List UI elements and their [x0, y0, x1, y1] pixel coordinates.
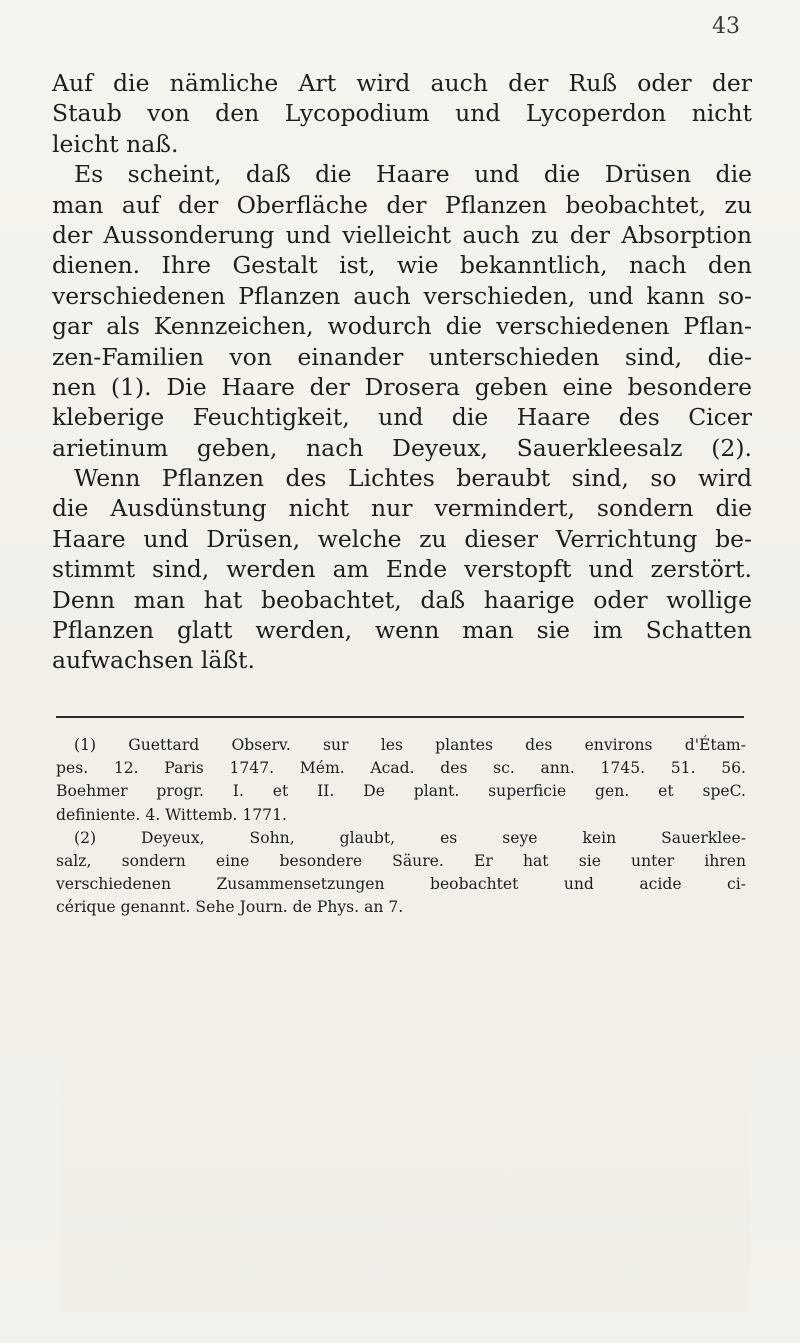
text-line: verschiedenen Pflanzen auch verschieden, und kann so- [52, 281, 752, 310]
footnote-line: cérique genannt. Sehe Journ. de Phys. an 7. [56, 898, 404, 917]
text-line: Denn man hat beobachtet, daß haarige oder wollige [52, 585, 752, 614]
page-number: 43 [712, 14, 740, 39]
paper-shading [60, 1012, 750, 1312]
text-line: der Aussonderung und vielleicht auch zu der Absorption [52, 220, 752, 249]
text-line: Es scheint, daß die Haare und die Drüsen die [74, 160, 752, 189]
text-line: gar als Kennzeichen, wodurch die verschiedenen Pflan- [52, 312, 752, 341]
text-line: zen-Familien von einander unterschieden sind, die- [52, 342, 752, 371]
footnote-divider [56, 716, 744, 718]
footnote-line: (1) Guettard Observ. sur les plantes des environs d'Étam- [74, 736, 746, 754]
text-line: Haare und Drüsen, welche zu dieser Verrichtung be- [52, 524, 752, 553]
text-line: dienen. Ihre Gestalt ist, wie bekanntlich, nach den [52, 251, 752, 280]
footnote-line: Boehmer progr. I. et II. De plant. superficie gen. et speC. [56, 782, 746, 801]
footnote-line: pes. 12. Paris 1747. Mém. Acad. des sc. ann. 1745. 51. 56. [56, 759, 746, 778]
text-line: Auf die nämliche Art wird auch der Ruß oder der [52, 69, 752, 97]
text-line: Pflanzen glatt werden, wenn man sie im Schatten [52, 616, 752, 645]
footnote-line: (2) Deyeux, Sohn, glaubt, es seye kein Sauerklee- [74, 828, 746, 847]
text-line: arietinum geben, nach Deyeux, Sauerkleesalz (2). [52, 433, 752, 462]
text-line: kleberige Feuchtigkeit, und die Haare des Cicer [52, 403, 752, 432]
footnotes [56, 734, 746, 920]
text-line: nen (1). Die Haare der Drosera geben eine besondere [52, 372, 752, 401]
text-line: leicht naß. [52, 129, 179, 158]
text-line: Wenn Pflanzen des Lichtes beraubt sind, so wird [74, 464, 752, 493]
text-line: die Ausdünstung nicht nur vermindert, sondern die [52, 494, 752, 523]
text-line: stimmt sind, werden am Ende verstopft und zerstört. [52, 555, 752, 584]
footnote-line: verschiedenen Zusammensetzungen beobachtet und acide ci- [56, 875, 746, 894]
text-line: man auf der Oberfläche der Pflanzen beobachtet, zu [52, 190, 752, 219]
text-line: Staub von den Lycopodium und Lycoperdon nicht [52, 99, 752, 128]
footnote-line: definiente. 4. Wittemb. 1771. [56, 805, 287, 824]
footnote-line: salz, sondern eine besondere Säure. Er hat sie unter ihren [56, 851, 746, 870]
text-line: aufwachsen läßt. [52, 646, 255, 675]
main-text [52, 68, 752, 676]
